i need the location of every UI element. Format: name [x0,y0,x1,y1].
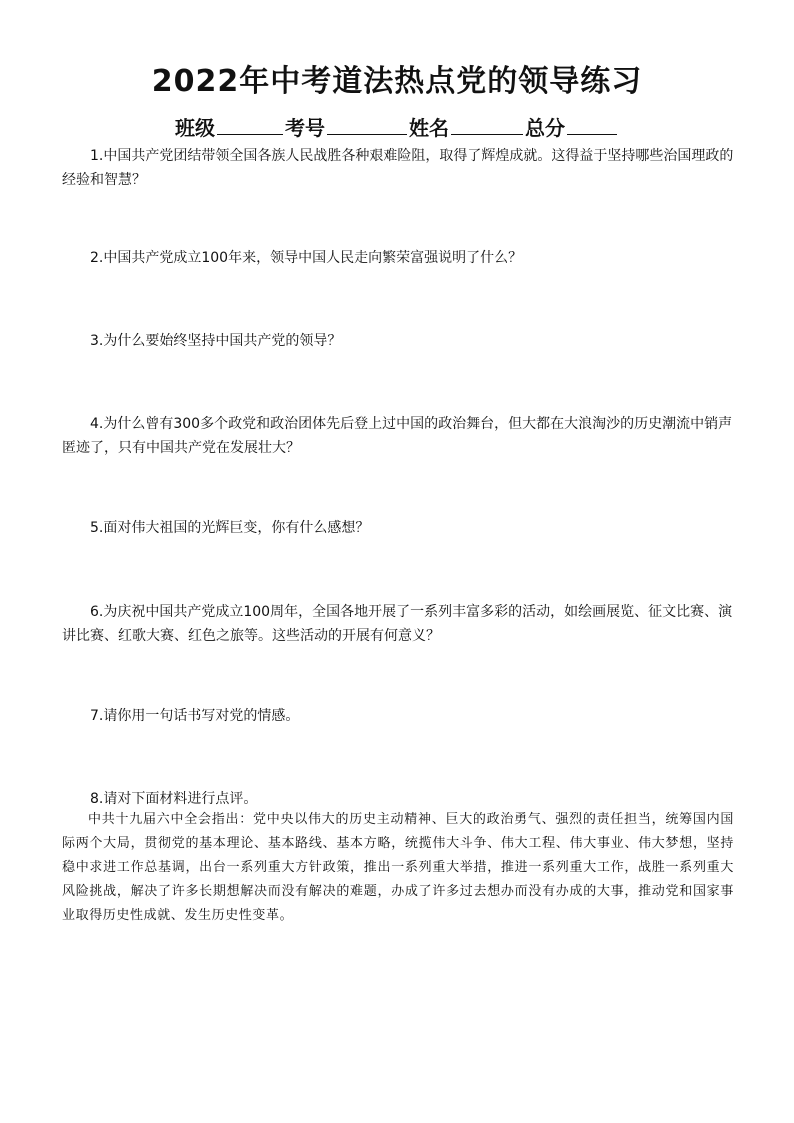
class-blank [217,112,283,135]
exam-no-blank [327,112,407,135]
question-2: 2.中国共产党成立100年来，领导中国人民走向繁荣富强说明了什么？ [90,250,523,266]
page-title: 2022年中考道法热点党的领导练习 [151,64,643,99]
score-label: 总分 [525,116,565,140]
exam-no-label: 考号 [285,116,325,140]
name-blank [451,112,523,135]
name-label: 姓名 [409,116,449,140]
question-7: 7.请你用一句话书写对党的情感。 [90,708,300,724]
question-3: 3.为什么要始终坚持中国共产党的领导？ [90,333,342,349]
question-6: 6.为庆祝中国共产党成立100周年，全国各地开展了一系列丰富多彩的活动，如绘画展览、征文比赛、演讲比赛、红歌大赛、红色之旅等。这些活动的开展有何意义？ [62,604,733,644]
material-text: 中共十九届六中全会指出：党中央以伟大的历史主动精神、巨大的政治勇气、强烈的责任担当，统筹国内国际两个大局，贯彻党的基本理论、基本路线、基本方略，统揽伟大斗争、伟大工程、伟大事业、伟大梦想，坚持稳中求进工作总基调，出台一系列重大方针政策，推出一系列重大举措，推进一系列重大工作，战胜一系列重大风险挑战，解决了许多长期想解决而没有解决的难题，办成了许多过去想办而没有办成的大事，推动党和国家事业取得历史性成就、发生历史性变革。 [62,812,734,923]
question-5: 5.面对伟大祖国的光辉巨变，你有什么感想？ [90,520,370,536]
question-8: 8.请对下面材料进行点评。 [90,791,258,807]
question-1: 1.中国共产党团结带领全国各族人民战胜各种艰难险阻，取得了辉煌成就。这得益于坚持哪些治国理政的经验和智慧？ [62,148,734,188]
question-4: 4.为什么曾有300多个政党和政治团体先后登上过中国的政治舞台，但大都在大浪淘沙的历史潮流中销声匿迹了，只有中国共产党在发展壮大？ [62,416,733,456]
student-info-line [0,112,794,142]
class-label: 班级 [175,116,215,140]
score-blank [567,112,617,135]
